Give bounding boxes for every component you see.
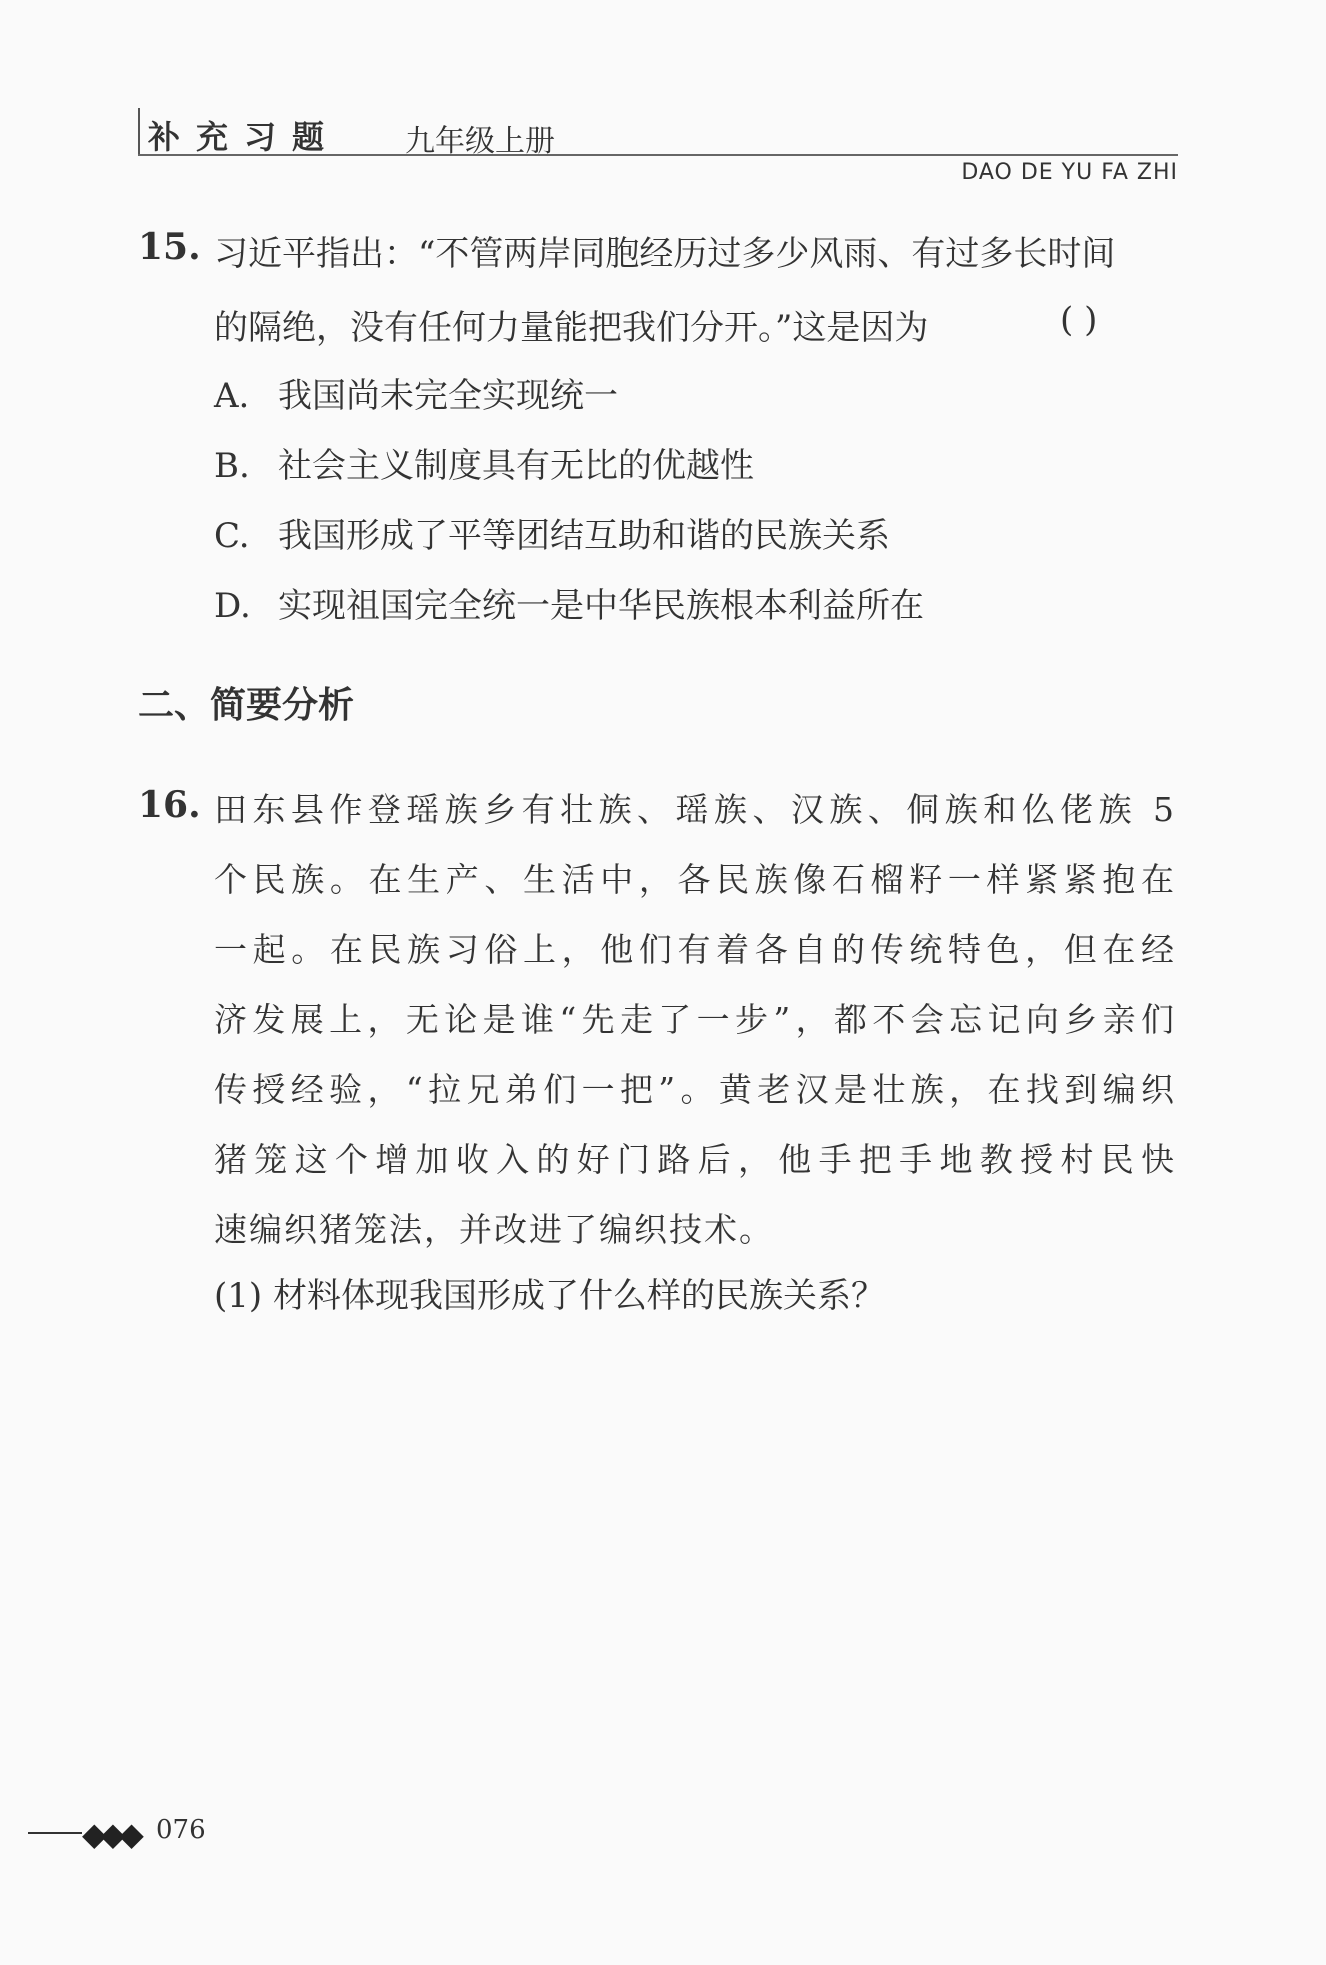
option-b-letter: B.: [214, 446, 250, 486]
option-b: [214, 438, 754, 487]
option-d: [214, 578, 924, 627]
option-c-text: 我国形成了平等团结互助和谐的民族关系: [278, 516, 890, 556]
option-d-text: 实现祖国完全统一是中华民族根本利益所在: [278, 586, 924, 626]
answer-bracket: ( ): [1060, 300, 1098, 340]
book-brand-title: 补充习题: [148, 118, 341, 156]
page-number: 076: [156, 1815, 206, 1845]
question-16-line-2: 个民族。在生产、生活中，各民族像石榴籽一样紧紧抱在: [214, 860, 1176, 899]
option-d-letter: D.: [214, 586, 251, 626]
option-c: [214, 508, 890, 557]
question-15-line-2: 的隔绝，没有任何力量能把我们分开。”这是因为: [214, 308, 929, 348]
option-a-letter: A.: [214, 376, 250, 416]
question-15-number: 15.: [138, 226, 201, 268]
question-15-line-1: 习近平指出：“不管两岸同胞经历过多少风雨、有过多长时间: [214, 234, 1116, 274]
diamond-ornament-icon: ◆◆◆: [82, 1815, 138, 1853]
grade-label: 九年级上册: [405, 124, 555, 159]
question-16-line-6: 猪笼这个增加收入的好门路后，他手把手地教授村民快: [214, 1140, 1176, 1179]
question-16-line-5: 传授经验，“拉兄弟们一把”。黄老汉是壮族，在找到编织: [214, 1070, 1176, 1109]
option-a: [214, 368, 618, 417]
option-b-text: 社会主义制度具有无比的优越性: [278, 446, 754, 486]
question-16-line-4: 济发展上，无论是谁“先走了一步”，都不会忘记向乡亲们: [214, 1000, 1176, 1039]
question-16-line-7: 速编织猪笼法，并改进了编织技术。: [214, 1210, 774, 1249]
section-title: 二、简要分析: [138, 685, 355, 726]
question-16-number: 16.: [138, 784, 201, 826]
sub-question-1: (1) 材料体现我国形成了什么样的民族关系？: [214, 1276, 885, 1316]
footer-rule: [28, 1832, 82, 1834]
question-16-line-1: 田东县作登瑶族乡有壮族、瑶族、汉族、侗族和仫佬族 5: [214, 790, 1176, 829]
subject-pinyin: DAO DE YU FA ZHI: [961, 160, 1178, 185]
option-c-letter: C.: [214, 516, 250, 556]
question-16-line-3: 一起。在民族习俗上，他们有着各自的传统特色，但在经: [214, 930, 1176, 969]
option-a-text: 我国尚未完全实现统一: [278, 376, 618, 416]
